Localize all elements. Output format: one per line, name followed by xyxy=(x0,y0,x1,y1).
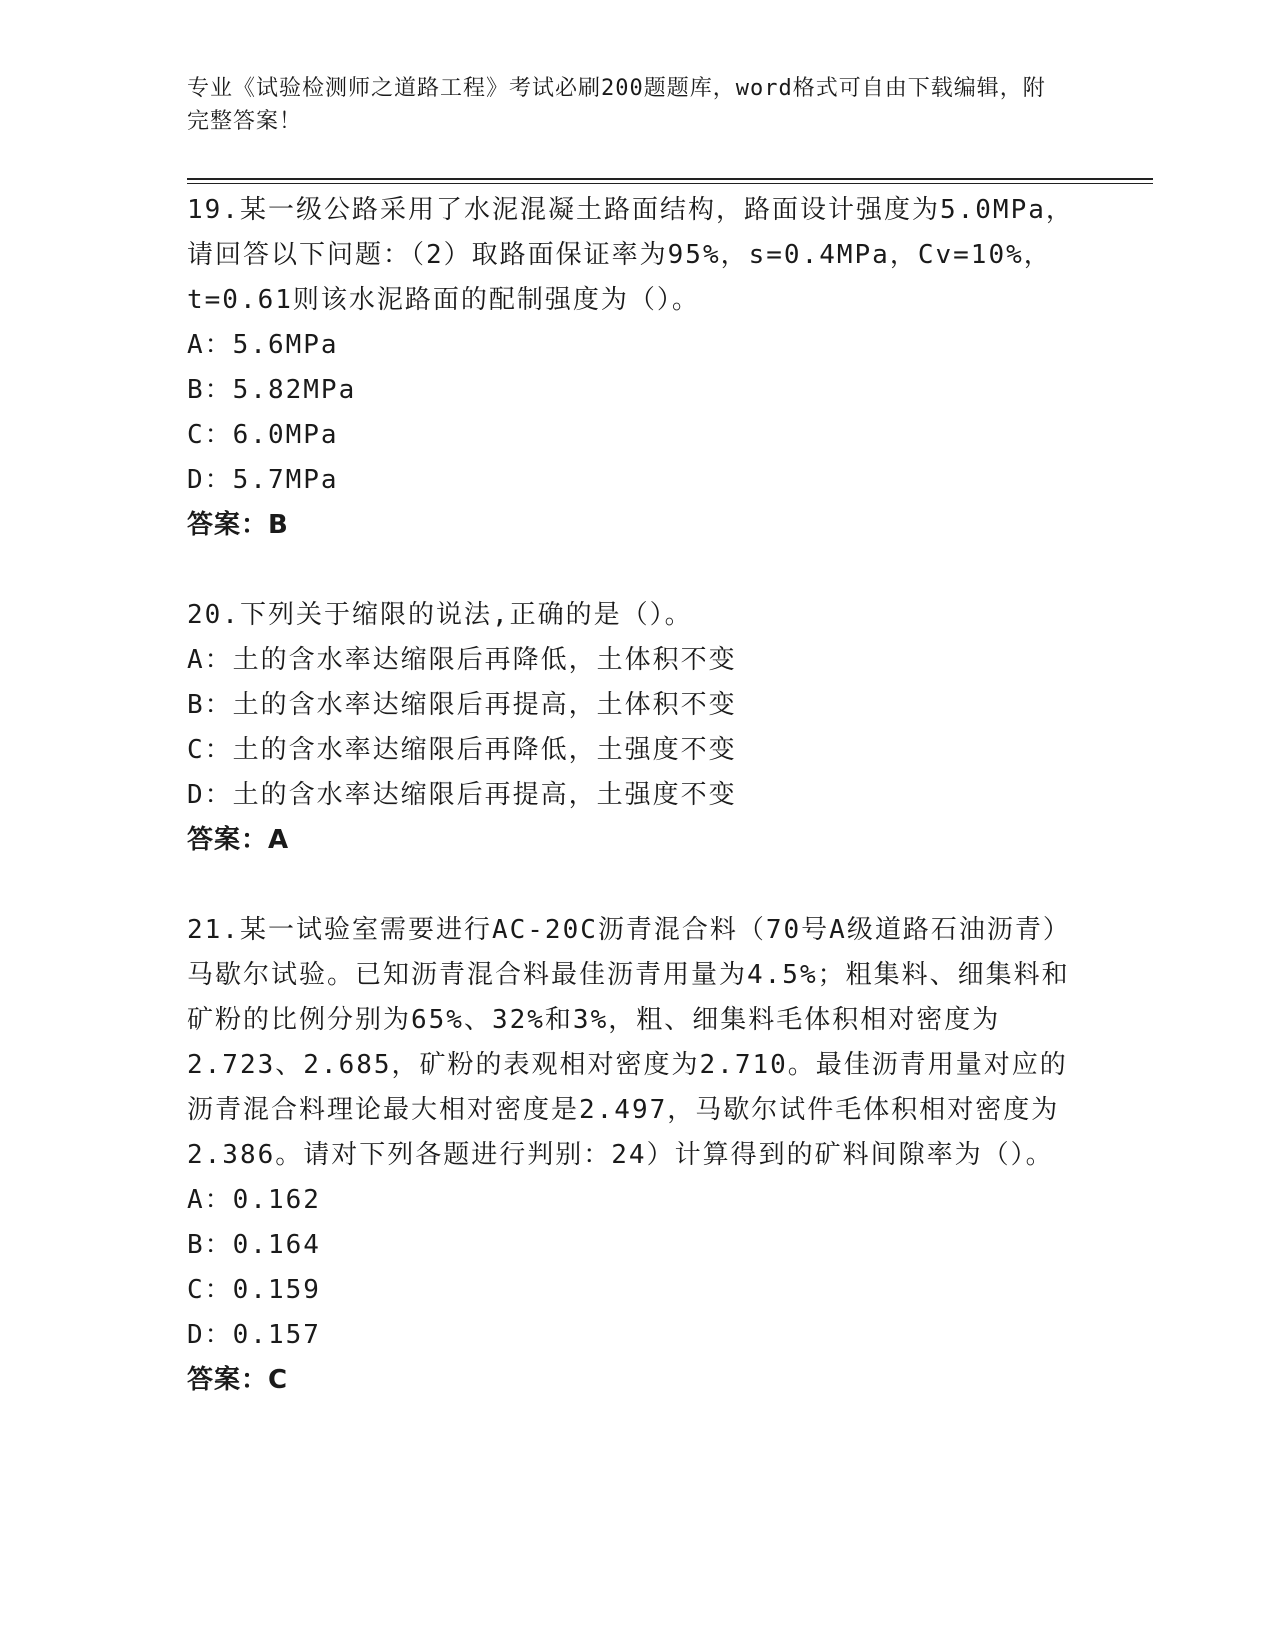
question-item xyxy=(187,593,1087,863)
question-item xyxy=(187,188,1087,548)
option-b: B：0.164 xyxy=(187,1230,321,1260)
question-stem: 21.某一试验室需要进行AC-20C沥青混合料（70号A级道路石油沥青）马歇尔试验。已知沥青混合料最佳沥青用量为4.5%；粗集料、细集料和矿粉的比例分别为65%、32%和3%，粗、细集料毛体积相对密度为2.723、2.685，矿粉的表观相对密度为2.710。最佳沥青用量对应的沥青混合料理论最大相对密度是2.497，马歇尔试件毛体积相对密度为2.386。请对下列各题进行判别：24）计算得到的矿料间隙率为（）。 xyxy=(187,915,1071,1170)
option-d: D：5.7MPa xyxy=(187,465,339,495)
question-stem: 20.下列关于缩限的说法,正确的是（）。 xyxy=(187,600,693,630)
option-c: C：0.159 xyxy=(187,1275,321,1305)
option-a: A：5.6MPa xyxy=(187,330,339,360)
question-item xyxy=(187,908,1087,1403)
option-c: C：6.0MPa xyxy=(187,420,339,450)
header-rule-thick xyxy=(187,178,1153,180)
option-b: B：土的含水率达缩限后再提高，土体积不变 xyxy=(187,690,737,720)
document-header: 专业《试验检测师之道路工程》考试必刷200题题库，word格式可自由下载编辑，附完整答案！ xyxy=(187,76,1046,134)
option-b: B：5.82MPa xyxy=(187,375,357,405)
question-list xyxy=(187,188,1087,1403)
option-d: D：土的含水率达缩限后再提高，土强度不变 xyxy=(187,780,737,810)
question-stem: 19.某一级公路采用了水泥混凝土路面结构，路面设计强度为5.0MPa，请回答以下问题：（2）取路面保证率为95%，s=0.4MPa，Cv=10%，t=0.61则该水泥路面的配制强度为（）。 xyxy=(187,195,1074,315)
answer-line: 答案：C xyxy=(187,1365,289,1395)
header-rule-thin xyxy=(187,183,1153,184)
option-a: A：0.162 xyxy=(187,1185,321,1215)
answer-line: 答案：A xyxy=(187,825,290,855)
option-d: D：0.157 xyxy=(187,1320,321,1350)
option-a: A：土的含水率达缩限后再降低，土体积不变 xyxy=(187,645,737,675)
option-c: C：土的含水率达缩限后再降低，土强度不变 xyxy=(187,735,737,765)
answer-line: 答案：B xyxy=(187,510,289,540)
